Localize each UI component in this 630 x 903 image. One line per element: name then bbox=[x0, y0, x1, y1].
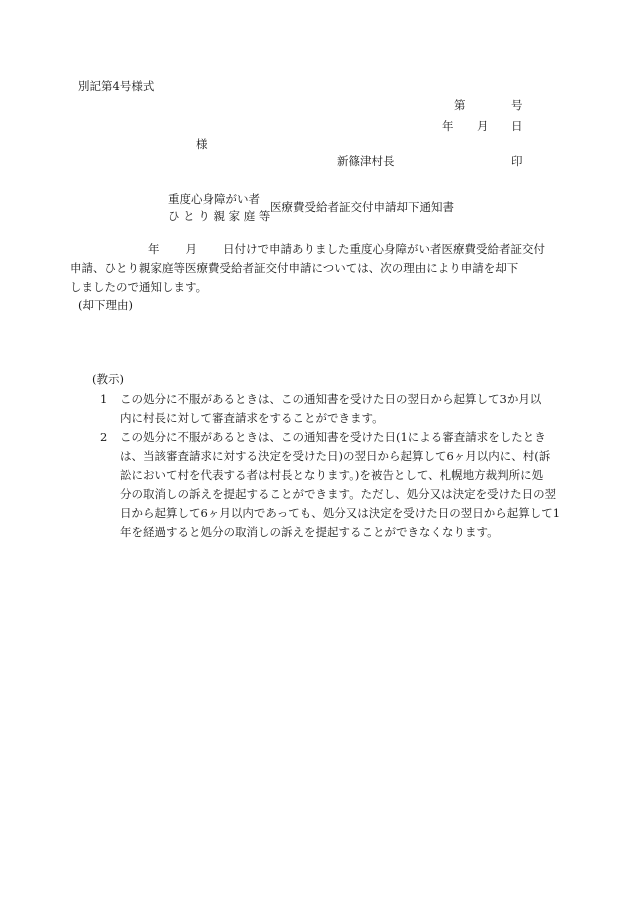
date-month: 月 bbox=[477, 119, 489, 133]
body-line1-text: 日付けで申請ありました重度心身障がい者医療費受給者証交付 bbox=[223, 242, 545, 256]
title-left-line2: ひ と り 親 家 庭 等 bbox=[168, 209, 271, 223]
number-go: 号 bbox=[511, 98, 523, 112]
title-right: 医療費受給者証交付申請却下通知書 bbox=[270, 200, 454, 214]
body-line3: しましたので通知します。 bbox=[70, 280, 208, 294]
body-paragraph bbox=[70, 240, 548, 297]
body-line2: 申請、ひとり親家庭等医療費受給者証交付申請については、次の理由により申請を却下 bbox=[70, 261, 519, 275]
number-dai: 第 bbox=[454, 98, 466, 112]
notice-item-1-number: 1 bbox=[100, 392, 108, 406]
title-left bbox=[168, 191, 270, 225]
notice-item-2-line4: 分の取消しの訴えを提起することができます。ただし、処分又は決定を受けた日の翌 bbox=[120, 487, 557, 501]
date-year: 年 bbox=[442, 119, 454, 133]
notice-heading: (教示) bbox=[92, 372, 124, 386]
notice-item-2-number: 2 bbox=[100, 430, 108, 444]
form-label: 別記第4号様式 bbox=[78, 79, 155, 93]
seal-mark: 印 bbox=[511, 154, 523, 168]
document-title bbox=[168, 191, 468, 223]
addressee-suffix: 様 bbox=[196, 137, 208, 151]
notice-item-1-line1 bbox=[100, 390, 550, 409]
date-day: 日 bbox=[511, 119, 523, 133]
notice-item-2-line3: 訟において村を代表する者は村長となります。)を被告として、札幌地方裁判所に処 bbox=[120, 468, 544, 482]
notice-item-2-line2: は、当該審査請求に対する決定を受けた日)の翌日から起算して6ヶ月以内に、村(訴 bbox=[120, 449, 551, 463]
notice-item-2-line1 bbox=[100, 428, 550, 447]
body-line1 bbox=[78, 240, 548, 259]
body-year: 年 bbox=[148, 242, 160, 256]
notice-item-2 bbox=[100, 428, 561, 542]
notice-item-2-text-1: この処分に不服があるときは、この通知書を受けた日(1による審査請求をしたとき bbox=[120, 430, 546, 444]
notice-item-1-line2: 内に村長に対して審査請求をすることができます。 bbox=[120, 411, 384, 425]
notice-item-2-line6: 年を経過すると処分の取消しの訴えを提起することができなくなります。 bbox=[120, 525, 499, 539]
body-month: 月 bbox=[185, 242, 197, 256]
notice-item-1 bbox=[100, 390, 550, 428]
issuer-name: 新篠津村長 bbox=[337, 154, 395, 168]
notice-item-1-text-1: この処分に不服があるときは、この通知書を受けた日の翌日から起算して3か月以 bbox=[120, 392, 542, 406]
title-left-line1: 重度心身障がい者 bbox=[168, 192, 260, 206]
reason-heading: (却下理由) bbox=[78, 298, 133, 312]
notice-item-2-line5: 日から起算して6ヶ月以内であっても、処分又は決定を受けた日の翌日から起算して1 bbox=[120, 506, 561, 520]
